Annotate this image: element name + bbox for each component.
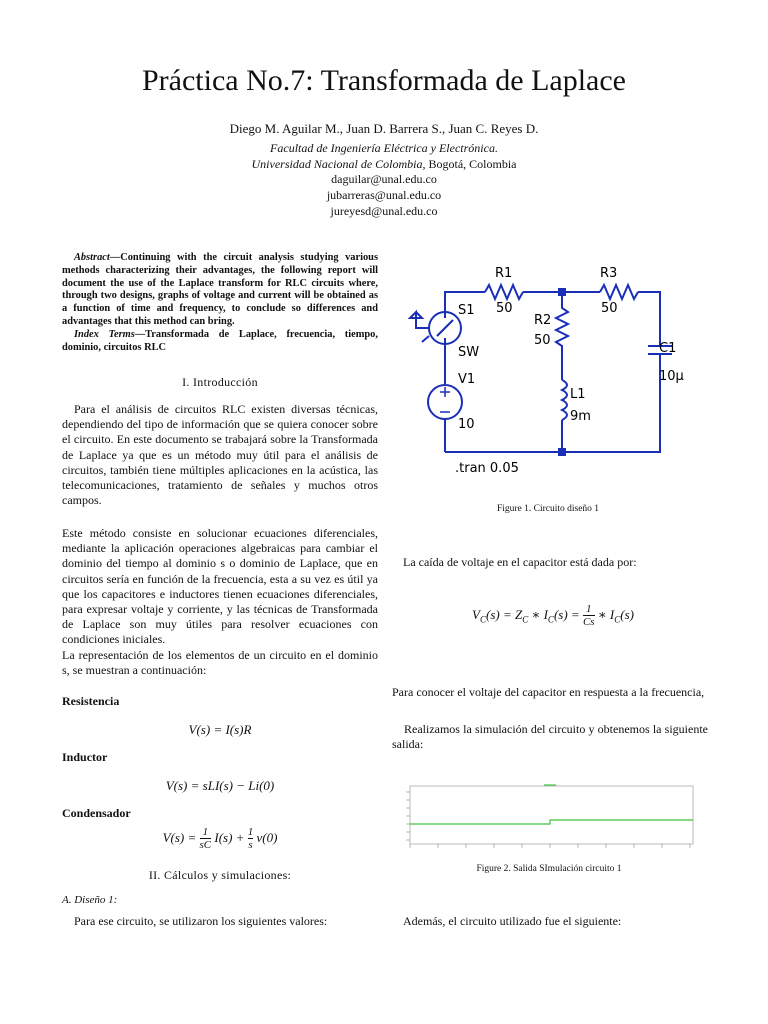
intro-paragraph-2: Este método consiste en solucionar ecuaciones diferenciales, mediante la aplicación operaciones algebraicas para cambiar el dominio del tiempo al dominio s o dominio de Laplace, que en circuitos sería en función de la frecuencia, esta a su vez es útil ya que los capacitores e inductores tienen ecuaciones diferenciales, para expresar voltaje y corriente, y las técnicas de Transformada de Laplace son muy útiles para resolver ecuaciones con condiciones iniciales.: [62, 526, 378, 647]
intro-paragraph-1: Para el análisis de circuitos RLC existen diversas técnicas, dependiendo del tipo de información que se quiera conocer sobre el circuito. En este documento se trabajará sobre la Transformada de Laplace ya que es un método muy útil para el análisis de circuitos, también tiene múltiples aplicaciones en la acústica, las telecomunicaciones, tratamiento de señales y muchos otros campos.: [62, 402, 378, 508]
label-l1-value: 9m: [570, 409, 591, 424]
label-resistencia: Resistencia: [62, 694, 120, 708]
equation-capacitor-voltage: $V_C(s) = Z_C$ ∗ $I_C(s)$ = $\frac{1}{Cs}$ ∗ $I_C(s)$: [472, 603, 634, 628]
email-1: daguilar@unal.edu.co: [331, 172, 437, 186]
label-tran: .tran 0.05: [455, 461, 519, 476]
equation-condensador: V(s) = $\frac{1}{sC}$ I(s) + $\frac{1}{s}$ v(0): [162, 826, 278, 851]
figure-1-circuit-schematic: [400, 262, 700, 484]
authors: Diego M. Aguilar M., Juan D. Barrera S., Juan C. Reyes D.: [229, 121, 539, 136]
right-paragraph-4: Además, el circuito utilizado fue el siguiente:: [403, 914, 622, 928]
figure-1-caption: Figure 1. Circuito diseño 1: [496, 504, 600, 514]
label-l1: L1: [570, 387, 586, 402]
abstract: Abstract—Continuing with the circuit analysis studying various methods characterizing their advantages, the following report will document the use of the Laplace transform for RLC circuits where, through two designs, graphs of voltage and current will be obtained as a function of time and frequency, to conclude so differences and advantages that this method can bring. Index Terms—Transformada de Laplace, frecuencia, tiempo, dominio, circuitos RLC: [62, 252, 378, 353]
subsection-diseno-1: A. Diseño 1:: [62, 894, 118, 906]
paper-title: Práctica No.7: Transformada de Laplace: [142, 64, 626, 97]
figure-2-simulation-plot: [400, 780, 700, 852]
email-2: jubarreras@unal.edu.co: [326, 188, 442, 202]
figure-2-caption: Figure 2. Salida SImulación circuito 1: [476, 864, 622, 874]
label-c1-value: 10μ: [659, 369, 684, 384]
label-r3-value: 50: [601, 301, 618, 316]
label-condensador: Condensador: [62, 806, 131, 820]
right-paragraph-2: Para conocer el voltaje del capacitor en respuesta a la frecuencia,: [392, 685, 705, 699]
label-sw: SW: [458, 345, 480, 360]
label-v1-value: 10: [458, 417, 475, 432]
label-c1: C1: [659, 341, 677, 356]
label-r3: R3: [600, 266, 618, 281]
affiliation-faculty: Facultad de Ingeniería Eléctrica y Electrónica.: [270, 141, 498, 155]
label-r2: R2: [534, 313, 552, 328]
intro-paragraph-3: La representación de los elementos de un circuito en el dominio s, se muestran a continuación:: [62, 648, 378, 678]
right-paragraph-1: La caída de voltaje en el capacitor está dada por:: [403, 555, 637, 569]
label-inductor: Inductor: [62, 750, 108, 764]
calc-paragraph-1: Para ese circuito, se utilizaron los siguientes valores:: [74, 914, 328, 928]
affiliation-university: Universidad Nacional de Colombia, Bogotá, Colombia: [251, 157, 517, 171]
label-r2-value: 50: [534, 333, 551, 348]
email-3: jureyesd@unal.edu.co: [330, 204, 438, 218]
label-s1: S1: [458, 303, 475, 318]
equation-resistencia: V(s) = I(s)R: [188, 722, 252, 737]
section-heading-calculos: II. Cálculos y simulaciones:: [148, 868, 292, 882]
section-heading-introduccion: I. Introducción: [182, 375, 258, 389]
label-v1: V1: [458, 372, 476, 387]
right-paragraph-3: Realizamos la simulación del circuito y obtenemos la siguiente salida:: [392, 722, 708, 752]
equation-inductor: V(s) = sLI(s) − Li(0): [165, 778, 275, 793]
label-r1-value: 50: [496, 301, 513, 316]
label-r1: R1: [495, 266, 513, 281]
